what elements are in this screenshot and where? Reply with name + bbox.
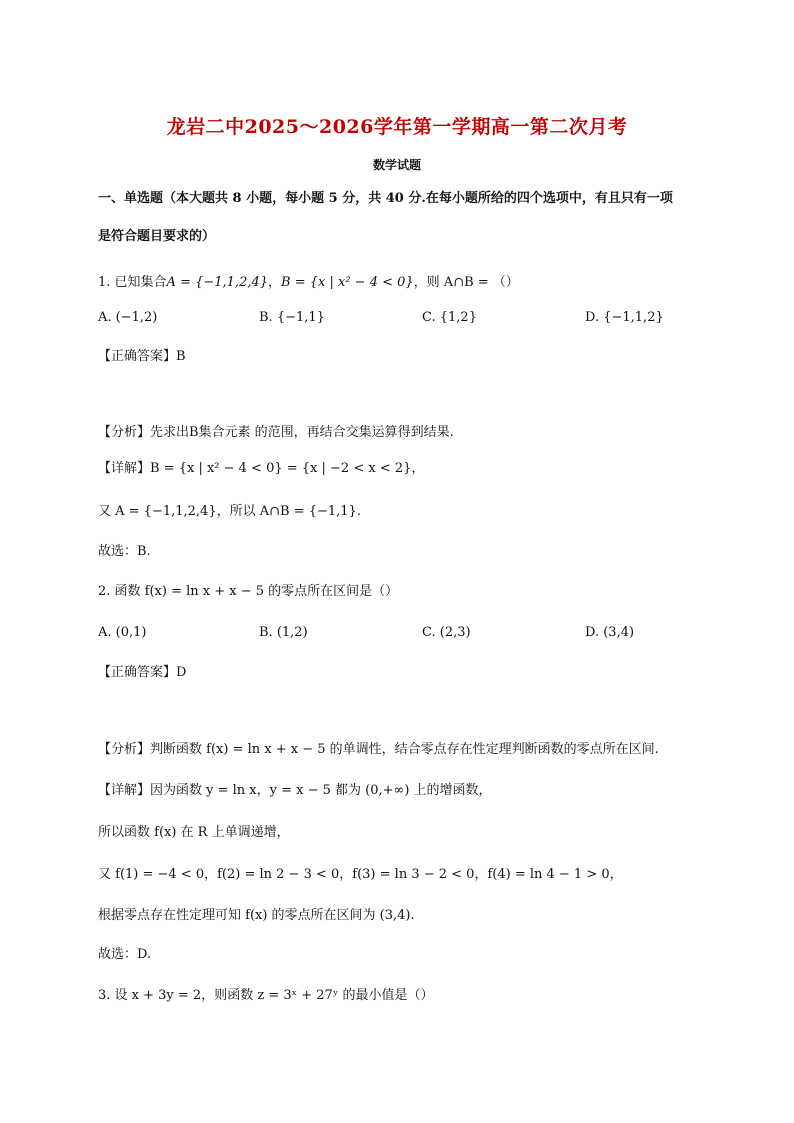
q2-option-b: B. (1,2) bbox=[259, 625, 308, 640]
q2-detail-2: 所以函数 f(x) 在 R 上单调递增， bbox=[98, 825, 290, 840]
q1-set-a: A = {−1,1,2,4} bbox=[166, 275, 269, 290]
q2-detail-3: 又 f(1) = −4 < 0，f(2) = ln 2 − 3 < 0，f(3) = ln 3 − 2 < 0，f(4) = ln 4 − 1 > 0， bbox=[98, 867, 623, 882]
q1-analysis: 【分析】先求出B集合元素 的范围，再结合交集运算得到结果. bbox=[98, 425, 454, 440]
q2-answer: 【正确答案】D bbox=[98, 665, 187, 680]
q1-option-c: C. {1,2} bbox=[422, 310, 477, 325]
q2-detail-4: 根据零点存在性定理可知 f(x) 的零点所在区间为 (3,4). bbox=[98, 908, 415, 923]
q1-stem-prefix: 1. 已知集合 bbox=[98, 275, 167, 290]
q3-stem: 3. 设 x + 3y = 2，则函数 z = 3ˣ + 27ʸ 的最小值是（） bbox=[98, 988, 434, 1003]
q2-detail-1: 【详解】因为函数 y = ln x，y = x − 5 都为 (0,+∞) 上的增函数， bbox=[98, 783, 492, 798]
q2-option-c: C. (2,3) bbox=[422, 625, 471, 640]
section-heading-line2: 是符合题目要求的） bbox=[98, 229, 216, 244]
page-title: 龙岩二中2025～2026学年第一学期高一第二次月考 bbox=[166, 116, 628, 138]
q1-set-b: B = {x | x² − 4 < 0} bbox=[281, 275, 414, 290]
q2-option-d: D. (3,4) bbox=[585, 625, 635, 640]
q2-analysis: 【分析】判断函数 f(x) = ln x + x − 5 的单调性，结合零点存在性定理判断函数的零点所在区间. bbox=[98, 742, 659, 757]
q1-stem bbox=[98, 274, 519, 292]
q1-option-b: B. {−1,1} bbox=[259, 310, 325, 325]
section-heading-line1: 一、单选题（本大题共 8 小题，每小题 5 分，共 40 分.在每小题所给的四个选项中，有且只有一项 bbox=[98, 191, 673, 206]
q2-option-a: A. (0,1) bbox=[98, 625, 147, 640]
q1-detail-2: 又 A = {−1,1,2,4}，所以 A∩B = {−1,1}. bbox=[98, 504, 361, 519]
q1-option-a: A. (−1,2) bbox=[98, 310, 158, 325]
q1-option-d: D. {−1,1,2} bbox=[585, 310, 664, 325]
q2-conclusion: 故选：D. bbox=[98, 947, 152, 962]
q1-separator: ， bbox=[268, 275, 282, 290]
page-subtitle: 数学试题 bbox=[372, 158, 421, 172]
q1-answer: 【正确答案】B bbox=[98, 349, 186, 364]
q1-stem-suffix: ，则 A∩B = （） bbox=[413, 275, 519, 290]
q1-detail-1: 【详解】B = {x | x² − 4 < 0} = {x | −2 < x < 2}， bbox=[98, 461, 425, 476]
q2-stem: 2. 函数 f(x) = ln x + x − 5 的零点所在区间是（） bbox=[98, 584, 399, 599]
q1-conclusion: 故选：B. bbox=[98, 544, 151, 559]
